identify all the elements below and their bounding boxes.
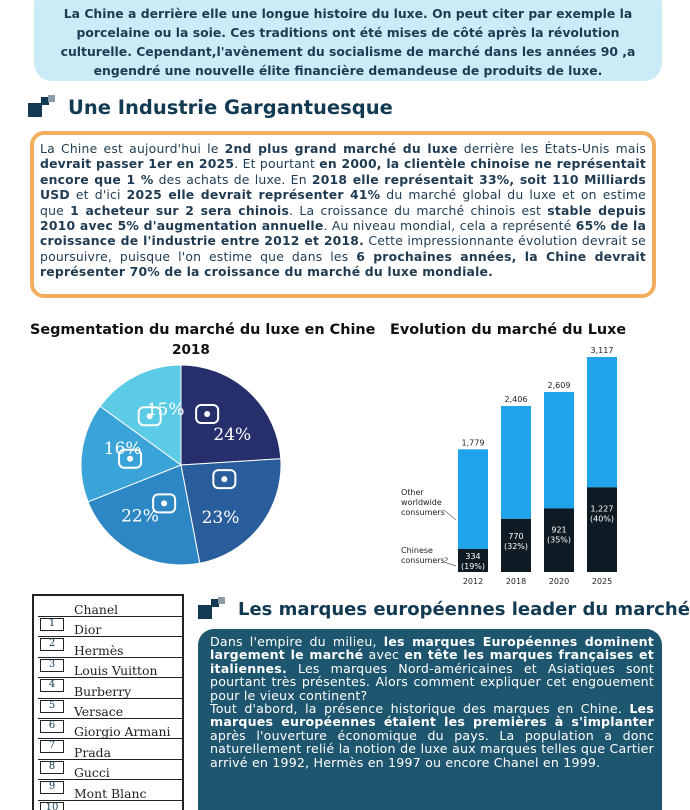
bold-text: 2025 elle devrait représenter 41% — [126, 187, 381, 203]
bar-category-label: 2020 — [548, 577, 570, 586]
text: La Chine est aujourd'hui le — [40, 141, 225, 156]
brand-rank: 8 — [40, 761, 64, 774]
pie-chart-title: Segmentation du marché du luxe en Chine — [30, 322, 376, 338]
bar-total-label: 1,779 — [461, 438, 485, 448]
bar-chinese-label: 921 — [551, 525, 567, 535]
bold-text: les marques Européennes dominent largement le marché — [210, 634, 654, 663]
intro-box — [34, 0, 662, 81]
brand-rank: 2 — [40, 638, 64, 651]
bar-total-label: 2,609 — [547, 381, 571, 391]
industry-paragraph — [40, 141, 646, 280]
brand-row — [38, 724, 188, 752]
brand-name: Prada — [74, 744, 111, 760]
pie-chart-year: 2018 — [172, 342, 210, 358]
bold-text: en 2000, la clientèle chinoise ne représentait encore que 1 % — [40, 156, 646, 187]
bar-chinese-label: (32%) — [503, 541, 529, 551]
bar-chinese-label: 1,227 — [590, 504, 614, 514]
bold-text: 6 prochaines années, la Chine devrait représenter 70% de la croissance du marché du luxe mondiale. — [40, 248, 646, 280]
european-brands-box — [198, 629, 662, 810]
brand-name: Hermès — [74, 642, 124, 658]
brand-rank: 1 — [40, 618, 64, 631]
brand-rank: 9 — [40, 781, 64, 794]
brand-name: Louis Vuitton — [74, 663, 158, 679]
text: . Au niveau mondial, cela a représenté — [323, 218, 576, 234]
text: . La croissance du marché chinois est — [289, 202, 548, 218]
bar-other — [458, 449, 488, 549]
pie-slice-label: 16% — [103, 438, 142, 459]
brand-ranking-list — [32, 594, 184, 810]
bar-chart — [368, 340, 628, 590]
brand-row — [38, 785, 188, 810]
brand-name: Versace — [74, 704, 124, 719]
bar-category-label: 2018 — [505, 577, 527, 586]
brand-row — [38, 602, 188, 630]
pie-slice-label: 22% — [121, 506, 159, 527]
brand-rank: 7 — [40, 740, 64, 753]
brand-divider — [38, 779, 183, 780]
section-title-industry — [28, 95, 393, 119]
european-paragraph — [210, 635, 654, 769]
legend-pointer — [444, 510, 456, 520]
bar-other — [544, 392, 574, 508]
brand-rank: 3 — [40, 659, 64, 672]
text: Tout d'abord, la présence historique des marques en Chine. — [210, 701, 630, 717]
bold-text: stable depuis 2010 avec 5% d'augmentation annuelle — [40, 202, 646, 234]
pie-slice-label: 24% — [213, 425, 252, 446]
brand-name: Giorgio Armani — [74, 724, 171, 740]
text: du marché global du luxe et on estime que — [40, 187, 646, 218]
bold-text: 2018 elle représentait 33%, soit 110 Milliards USD — [40, 171, 646, 203]
bold-text: Les marques européennes étaient les premières à s'implanter — [210, 701, 654, 730]
legend-chinese: consumers³ — [401, 556, 448, 565]
section-title-text: Une Industrie Gargantuesque — [68, 95, 393, 119]
bold-text: devrait passer 1er en 2025 — [40, 156, 235, 172]
bar-chinese-label: 770 — [508, 531, 524, 541]
bar-total-label: 2,406 — [504, 395, 528, 405]
bar-category-label: 2025 — [591, 577, 613, 586]
text: des achats de luxe. En — [153, 171, 312, 187]
brand-rank: 5 — [40, 700, 64, 713]
text: Cette impressionnante évolution devrait se poursuivre, puisque l'on estime que dans les — [40, 233, 646, 264]
bold-text: 1 acheteur sur 2 sera chinois — [70, 202, 290, 218]
pie-chart — [80, 364, 282, 566]
bold-text: 2nd plus grand marché du luxe — [224, 141, 458, 156]
bar-chinese-label: (19%) — [460, 561, 486, 571]
bold-text: en tête les marques françaises et italiennes. — [210, 647, 654, 676]
brand-name: Chanel — [74, 602, 119, 617]
brand-name: Gucci — [74, 765, 110, 781]
bar-chinese — [587, 487, 617, 572]
industry-text-box — [30, 131, 656, 298]
text: Dans l'empire du milieu, — [210, 634, 384, 649]
pie-slice-label: 15% — [146, 399, 185, 420]
bar-chinese-label: 334 — [465, 551, 481, 561]
text: et d'ici — [69, 187, 127, 203]
text: après l'ouverture économique du pays. La population a donc naturellement relié la notion de luxe aux marques telles que Cartier arrivé en 1992, Hermès en 1997 ou encore Chanel en 1999. — [210, 727, 654, 770]
squares-icon — [198, 597, 228, 621]
squares-icon — [28, 95, 58, 119]
bar-other — [501, 406, 531, 519]
text: derrière les États-Unis mais — [457, 141, 646, 156]
brand-name: Burberry — [74, 683, 132, 699]
text: avec — [363, 647, 405, 663]
legend-other: consumers — [401, 508, 445, 517]
legend-other: worldwide — [401, 498, 442, 507]
brand-rank: 6 — [40, 720, 64, 733]
bold-text: 65% de la croissance de l'industrie entre 2012 et 2018. — [40, 218, 646, 249]
text: Les marques Nord-américaines et Asiatiques sont pourtant très présentes. Alors comment expliquer cet engouement pour le vieux continent? — [210, 660, 654, 703]
legend-other: Other — [401, 488, 424, 497]
section-title-brands — [198, 597, 690, 621]
brand-row — [38, 744, 188, 773]
brand-rank: 4 — [40, 679, 64, 692]
brand-name: Mont Blanc — [74, 785, 147, 801]
legend-chinese: Chinese — [401, 546, 433, 555]
brand-rank: 10 — [40, 802, 64, 810]
bar-chinese-label: (35%) — [546, 535, 572, 545]
section-title-text: Les marques européennes leader du marché — [238, 598, 690, 620]
bar-other — [587, 357, 617, 487]
bar-chinese-label: (40%) — [589, 514, 615, 524]
brand-divider — [38, 636, 183, 637]
pie-slice-label: 23% — [201, 507, 240, 528]
bar-category-label: 2012 — [462, 577, 484, 586]
bar-chart-title: Evolution du marché du Luxe — [390, 322, 627, 338]
brand-name: Dior — [74, 622, 102, 638]
intro-text: La Chine a derrière elle une longue histoire du luxe. On peut citer par exemple la porcelaine ou la soie. Ces traditions ont été mises de côté après la révolution culturelle. Cependant,l'avènement du socialisme de marché dans les années 90 ,a engendré une nouvelle élite financière demandeuse de produits de luxe. — [60, 6, 636, 78]
text: . Et pourtant — [234, 156, 320, 172]
bar-total-label: 3,117 — [590, 346, 614, 355]
